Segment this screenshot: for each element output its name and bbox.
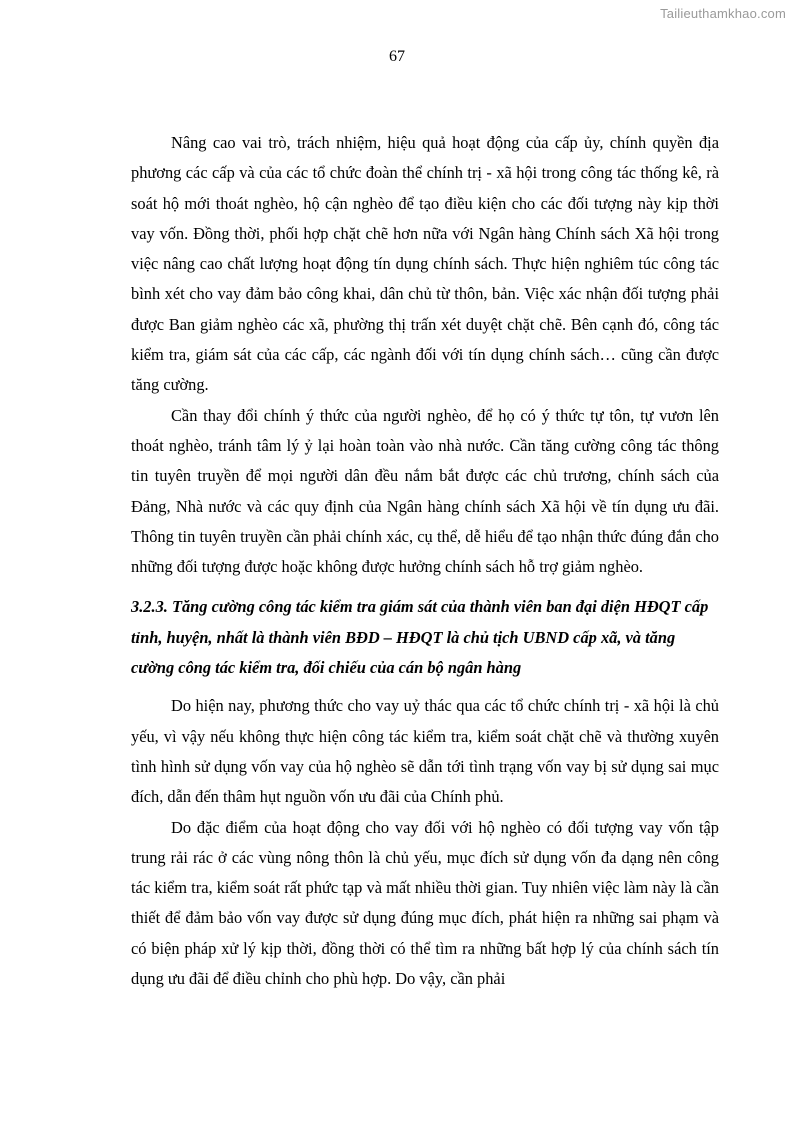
paragraph: Do hiện nay, phương thức cho vay uỷ thác qua các tổ chức chính trị - xã hội là chủ yếu, vì vậy nếu không thực hiện công tác kiểm tra, kiểm soát chặt chẽ và thường xuyên tình hình sử dụng vốn vay của hộ nghèo sẽ dẫn tới tình trạng vốn vay bị sử dụng sai mục đích, dẫn đến thâm hụt nguồn vốn ưu đãi của Chính phủ. <box>131 696 719 807</box>
document-body <box>131 128 719 994</box>
paragraph: Do đặc điểm của hoạt động cho vay đối với hộ nghèo có đối tượng vay vốn tập trung rải rác ở các vùng nông thôn là chủ yếu, mục đích sử dụng vốn đa dạng nên công tác kiểm tra, kiểm soát rất phức tạp và mất nhiều thời gian. Tuy nhiên việc làm này là cần thiết để đảm bảo vốn vay được sử dụng đúng mục đích, phát hiện ra những sai phạm và có biện pháp xử lý kịp thời, đồng thời có thể tìm ra những bất hợp lý của chính sách tín dụng ưu đãi để điều chỉnh cho phù hợp. Do vậy, cần phải <box>131 817 719 989</box>
paragraph: Cần thay đổi chính ý thức của người nghèo, để họ có ý thức tự tôn, tự vươn lên thoát nghèo, tránh tâm lý ỷ lại hoàn toàn vào nhà nước. Cần tăng cường công tác thông tin tuyên truyền để mọi người dân đều nắm bắt được các chủ trương, chính sách của Đảng, Nhà nước và các quy định của Ngân hàng chính sách Xã hội về tín dụng ưu đãi. Thông tin tuyên truyền cần phải chính xác, cụ thể, dễ hiểu để tạo nhận thức đúng đắn cho những đối tượng được hoặc không được hưởng chính sách hỗ trợ giảm nghèo. <box>131 405 719 577</box>
section-heading: 3.2.3. Tăng cường công tác kiểm tra giám sát của thành viên ban đại diện HĐQT cấp tỉnh, huyện, nhất là thành viên BĐD – HĐQT là chủ tịch UBND cấp xã, và tăng cường công tác kiểm tra, đối chiếu của cán bộ ngân hàng <box>131 597 709 678</box>
page-number: 67 <box>389 48 405 65</box>
paragraph: Nâng cao vai trò, trách nhiệm, hiệu quả hoạt động của cấp ủy, chính quyền địa phương các cấp và của các tổ chức đoàn thể chính trị - xã hội trong công tác thống kê, rà soát hộ mới thoát nghèo, hộ cận nghèo để tạo điều kiện cho các đối tượng này kịp thời vay vốn. Đồng thời, phối hợp chặt chẽ hơn nữa với Ngân hàng Chính sách Xã hội trong việc nâng cao chất lượng hoạt động tín dụng chính sách. Thực hiện nghiêm túc công tác bình xét cho vay đảm bảo công khai, dân chủ từ thôn, bản. Việc xác nhận đối tượng phải được Ban giảm nghèo các xã, phường thị trấn xét duyệt chặt chẽ. Bên cạnh đó, công tác kiểm tra, giám sát của các cấp, các ngành đối với tín dụng chính sách… cũng cần được tăng cường. <box>131 133 719 395</box>
watermark: Tailieuthamkhao.com <box>660 6 786 21</box>
